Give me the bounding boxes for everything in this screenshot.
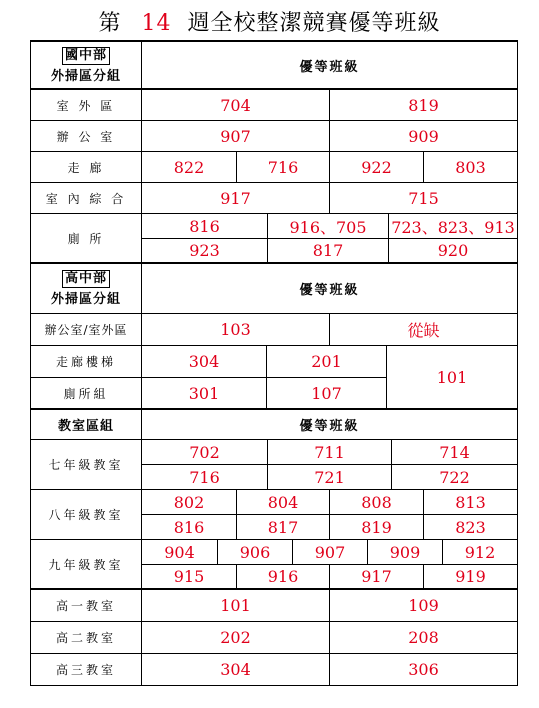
junior-header-row (30, 40, 518, 90)
value-cell: 819 (329, 90, 517, 120)
value-cell: 919 (423, 565, 517, 588)
senior-stairs-toilet-block (30, 346, 518, 410)
row-label: 七年級教室 (31, 440, 142, 489)
row-label: 辦 公 室 (31, 121, 142, 151)
value-cell: 816 (189, 216, 220, 236)
value-cell: 907 (220, 126, 251, 146)
value-cell: 716 (236, 152, 329, 182)
value-cell: 907 (292, 540, 367, 564)
value-cell: 822 (173, 157, 205, 177)
senior-header-title: 優等班級 (299, 283, 360, 298)
value-cell: 904 (164, 542, 195, 562)
value-cell: 103 (220, 320, 251, 339)
value-cell: 723、823、913 (388, 214, 517, 238)
title-suffix: 週全校整潔競賽優等班級 (187, 11, 441, 36)
junior-section-label: 國中部 (62, 47, 110, 65)
h1-row (30, 590, 518, 622)
junior-toilet-row (30, 214, 518, 264)
value-cell: 304 (220, 660, 251, 679)
row-label: 走 廊 (31, 152, 142, 182)
row-label: 高一教室 (31, 590, 142, 621)
value-cell: 916、705 (267, 214, 388, 238)
value-cell: 909 (367, 540, 442, 564)
value-cell: 906 (217, 540, 292, 564)
row-label: 高三教室 (31, 654, 142, 685)
value-cell: 107 (266, 378, 386, 408)
value-cell: 816 (173, 517, 205, 537)
classroom-header-row (30, 410, 518, 440)
h2-row (30, 622, 518, 654)
row-label: 廁 所 (31, 214, 142, 262)
h3-row (30, 654, 518, 686)
value-cell: 916 (236, 565, 329, 588)
value-cell: 912 (442, 540, 517, 564)
row-label: 高二教室 (31, 622, 142, 653)
value-cell: 101 (220, 596, 251, 615)
value-cell: 802 (173, 492, 205, 512)
senior-header-row (30, 264, 518, 314)
value-cell: 704 (220, 95, 251, 115)
value-cell: 716 (189, 467, 220, 487)
value-cell: 201 (266, 346, 386, 377)
senior-section-label: 高中部 (62, 270, 110, 288)
value-cell: 819 (329, 515, 423, 539)
junior-office-row (30, 121, 518, 152)
value-cell: 304 (188, 352, 220, 371)
value-cell: 109 (329, 590, 517, 621)
row-label: 室 外 區 (31, 90, 142, 120)
value-cell: 714 (391, 440, 517, 464)
row-label: 走廊樓梯 (31, 346, 142, 378)
row-label: 八年級教室 (31, 490, 142, 539)
value-cell: 101 (386, 346, 517, 408)
value-cell: 917 (329, 565, 423, 588)
junior-group-label: 外掃區分組 (50, 68, 121, 84)
junior-indoor-row (30, 183, 518, 214)
value-cell: 923 (189, 241, 220, 260)
classroom-header-label: 教室區組 (31, 410, 142, 439)
value-cell: 823 (423, 515, 517, 539)
value-cell: 202 (220, 628, 251, 647)
row-label: 辦公室/室外區 (31, 314, 142, 345)
senior-header-label (31, 264, 142, 313)
value-cell: 306 (329, 654, 517, 685)
value-cell: 715 (329, 183, 517, 213)
value-cell: 702 (189, 442, 220, 462)
value-cell: 301 (188, 383, 220, 403)
junior-header-title: 優等班級 (299, 59, 360, 75)
junior-header-label (31, 42, 142, 88)
awards-table (30, 40, 518, 686)
week-number: 14 (141, 11, 172, 36)
value-cell: 從缺 (329, 314, 517, 345)
value-cell: 803 (423, 152, 517, 182)
value-cell: 804 (236, 490, 329, 514)
g7-row (30, 440, 518, 490)
value-cell: 808 (329, 490, 423, 514)
value-cell: 922 (329, 152, 423, 182)
value-cell: 721 (267, 465, 391, 489)
row-label: 廁所組 (31, 378, 142, 408)
classroom-header-title: 優等班級 (299, 419, 360, 434)
row-label: 九年級教室 (31, 540, 142, 588)
value-cell: 711 (267, 440, 391, 464)
value-cell: 813 (423, 490, 517, 514)
junior-outdoor-row (30, 90, 518, 121)
page-title (0, 6, 539, 37)
g8-row (30, 490, 518, 540)
value-cell: 915 (173, 567, 205, 586)
junior-corridor-row (30, 152, 518, 183)
row-label: 室 內 綜 合 (31, 183, 142, 213)
senior-office-row (30, 314, 518, 346)
value-cell: 817 (267, 239, 388, 262)
value-cell: 909 (329, 121, 517, 151)
g9-row (30, 540, 518, 590)
title-prefix: 第 (98, 11, 122, 36)
value-cell: 917 (220, 188, 251, 208)
value-cell: 920 (388, 239, 517, 262)
value-cell: 722 (391, 465, 517, 489)
value-cell: 817 (236, 515, 329, 539)
senior-group-label: 外掃區分組 (50, 292, 121, 307)
value-cell: 208 (329, 622, 517, 653)
